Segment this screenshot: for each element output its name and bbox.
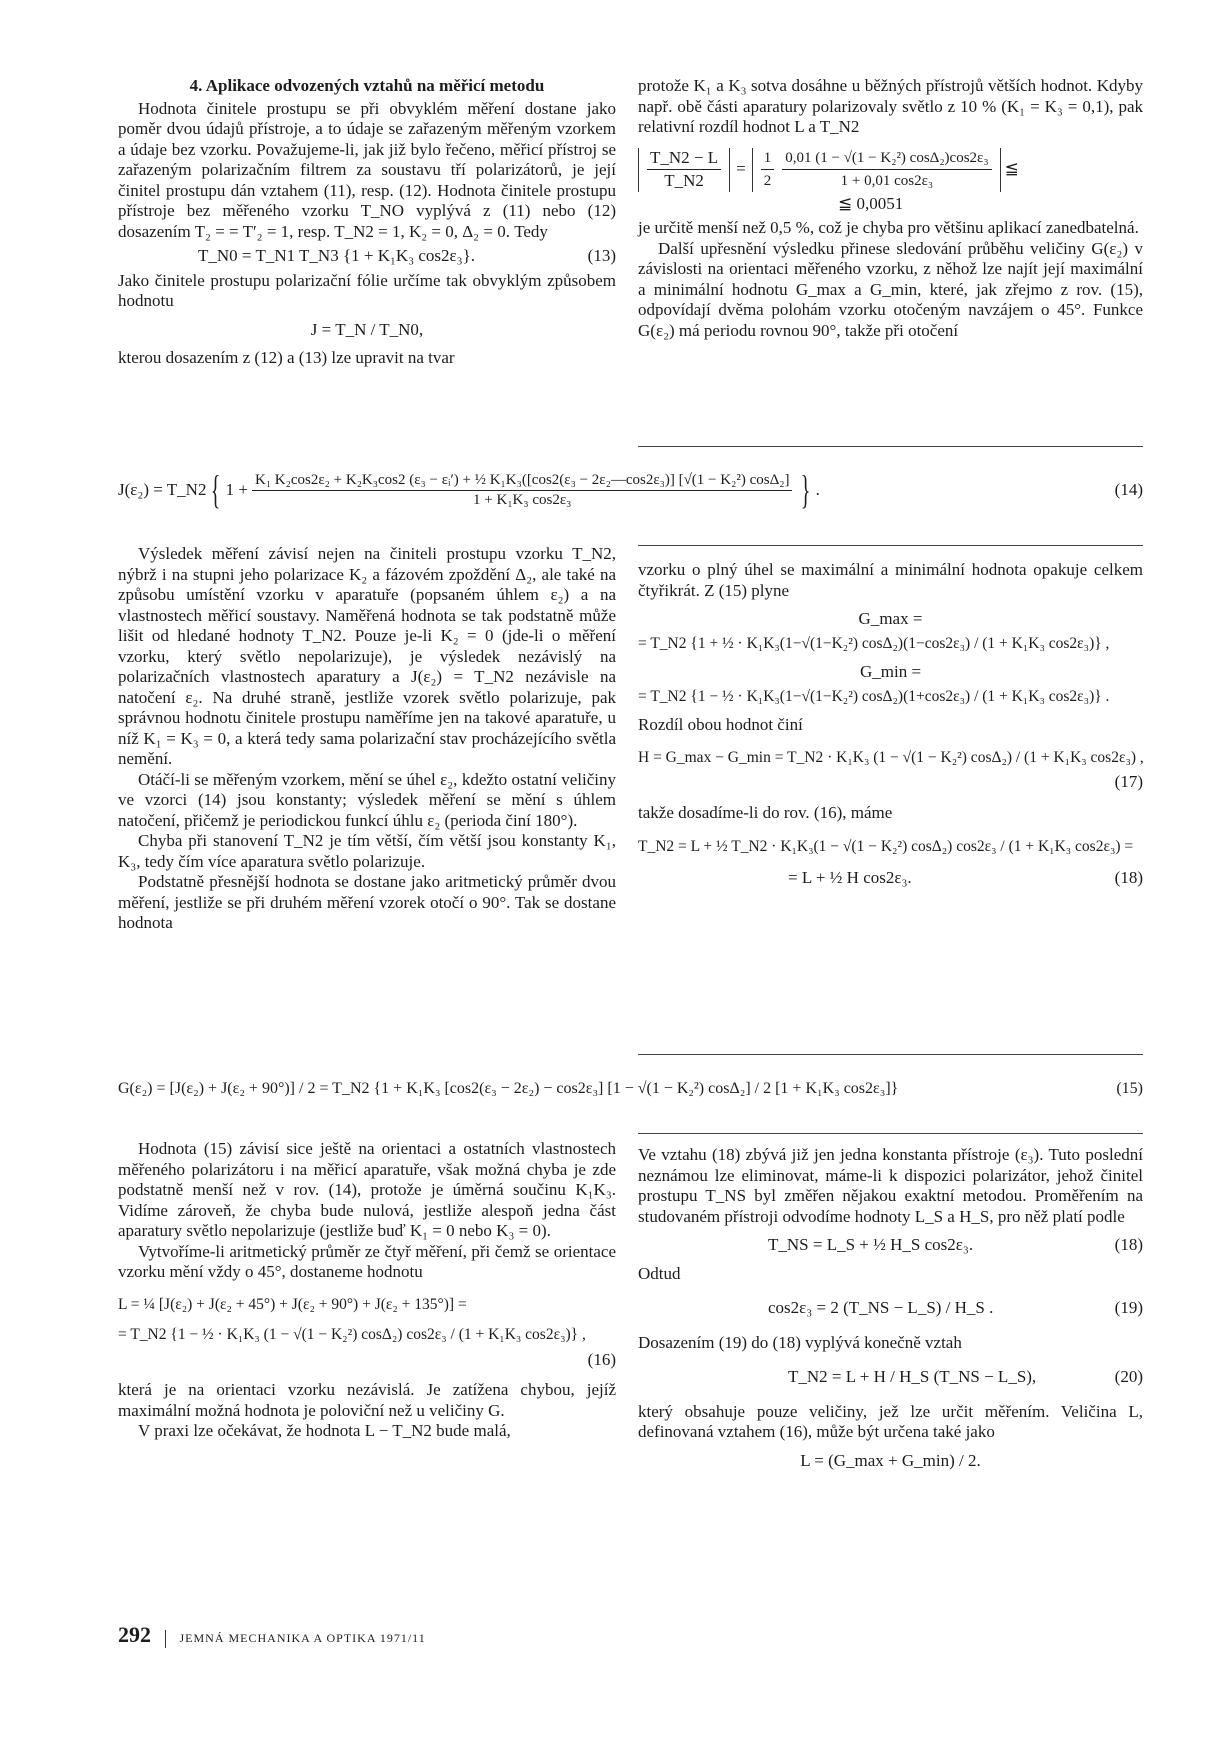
abs-rhs bbox=[752, 148, 1001, 192]
paragraph: kterou dosazením z (12) a (13) lze upravit na tvar bbox=[118, 348, 455, 367]
equation-14: J(ε₂) = T_N2 { 1 + K₁ K₂cos2ε₂ + K₂K₃cos2 (ε₃ − εᵢ′) + ½ K₁K₃([cos2(ε₃ − 2ε₂—cos2ε₃)] [√(1 − K₂²) cosΔ₂] 1 + K₁K₃ cos2ε₃ } . (14) bbox=[118, 467, 1143, 512]
left-column-bottom bbox=[118, 1139, 616, 1442]
paragraph: takže dosadíme-li do rov. (16), máme bbox=[638, 802, 893, 822]
equation-13 bbox=[118, 246, 616, 267]
inequality-bound: ≦ 0,0051 bbox=[838, 193, 904, 213]
fraction: $\frac{1}{2}$ bbox=[761, 148, 775, 192]
equation-15: G(ε₂) = [J(ε₂) + J(ε₂ + 90°)] / 2 = T_N2 {1 + K₁K₃ [cos2(ε₃ − 2ε₂) − cos2ε₃] [1 − √(1 − K₂²) cosΔ₂] / 2 [1 + K₁K₃ cos2ε₃]} (15) bbox=[118, 1080, 1143, 1097]
equation-19: cos2ε₃ = 2 (T_NS − L_S) / H_S . (19) bbox=[768, 1298, 1143, 1317]
divider bbox=[638, 1054, 1143, 1055]
fraction: $\frac{\text{0,01 (1 − √(1 − K₂²) cosΔ₂)cos2ε₃}}{\text{1 + 0,01 cos2ε₃}}$ bbox=[782, 148, 991, 192]
equation-17: H = G_max − G_min = T_N2 · K₁K₃ (1 − √(1 − K₂²) cosΔ₂) / (1 + K₁K₃ cos2ε₃) , bbox=[638, 748, 1144, 766]
page-footer bbox=[118, 1622, 426, 1648]
fraction: K₁ K₂cos2ε₂ + K₂K₃cos2 (ε₃ − εᵢ′) + ½ K₁K₃([cos2(ε₃ − 2ε₂—cos2ε₃)] [√(1 − K₂²) cosΔ₂] 1 + K₁K₃ cos2ε₃ bbox=[252, 472, 792, 509]
paragraph: Další upřesnění výsledku přinese sledování průběhu veličiny G(ε₂) v závislosti na orientaci měřeného vzorku, z něhož lze najít její maximální a minimální hodnotu G_max a G_min, které, jak zřejmo z rov. (15), odpovídají dvěma polohám vzorku otočeným navzájem o 45°. Funkce G(ε₂) má periodu rovnou 90°, takže při otočení bbox=[638, 238, 1143, 340]
paragraph: Otáčí-li se měřeným vzorkem, mění se úhel ε₂, kdežto ostatní veličiny ve vzorci (14) jsou konstanty; výsledek měření se mění s úhlem natočení, přičemž je periodickou funkcí úhlu ε₂ (perioda činí 180°). bbox=[118, 769, 616, 830]
paragraph: Odtud bbox=[638, 1263, 681, 1283]
paragraph: Rozdíl obou hodnot činí bbox=[638, 715, 803, 734]
journal-name: JEMNÁ MECHANIKA A OPTIKA 1971/11 bbox=[179, 1631, 426, 1645]
equation-16a: L = ¼ [J(ε₂) + J(ε₂ + 45°) + J(ε₂ + 90°) + J(ε₂ + 135°)] = bbox=[118, 1295, 467, 1313]
paragraph: Ve vztahu (18) zbývá již jen jedna konstanta přístroje (ε₃). Tuto poslední neznámou lze eliminovat, máme-li k dispozici polarizátor, jehož činitel prostupu T_NS byl změřen nějakou exaktní metodou. Proměřením na studovaném přístroji odvodíme hodnoty L_S a H_S, pro něž platí podle bbox=[638, 1145, 1143, 1226]
equation-J bbox=[118, 320, 616, 341]
paragraph: je určitě menší než 0,5 %, což je chyba pro většinu aplikací zanedbatelná. bbox=[638, 218, 1139, 237]
paragraph: Dosazením (19) do (18) vyplývá konečně vztah bbox=[638, 1332, 962, 1352]
right-column-bottom bbox=[638, 1145, 1143, 1479]
gmin-label: G_min = bbox=[859, 662, 922, 681]
equation-number: (20) bbox=[1114, 1367, 1143, 1386]
abs-lhs bbox=[638, 148, 730, 192]
equation-18s: T_NS = L_S + ½ H_S cos2ε₃. (18) bbox=[768, 1235, 1143, 1254]
equation-16b: = T_N2 {1 − ½ · K₁K₃ (1 − √(1 − K₂²) cosΔ₂) cos2ε₃ / (1 + K₁K₃ cos2ε₃)} , bbox=[118, 1326, 586, 1343]
equation-number: (13) bbox=[587, 246, 616, 265]
divider bbox=[638, 545, 1143, 546]
paragraph: který obsahuje pouze veličiny, jež lze určit měřením. Veličina L, definovaná vztahem (16), může být určena také jako bbox=[638, 1401, 1143, 1441]
section-heading: 4. Aplikace odvozených vztahů na měřicí metodu bbox=[189, 76, 545, 95]
equation-number: (15) bbox=[1116, 1080, 1143, 1097]
right-column-top bbox=[638, 76, 1143, 341]
paragraph: Podstatně přesnější hodnota se dostane jako aritmetický průměr dvou měření, jestliže se při druhém měření vzorek otočí o 90°. Tak se dostane hodnota bbox=[118, 872, 616, 932]
paragraph: která je na orientaci vzorku nezávislá. Je zatížena chybou, jejíž maximální možná hodnota je poloviční než u veličiny G. bbox=[118, 1380, 616, 1420]
paragraph: Hodnota (15) závisí sice ještě na orientaci a ostatních vlastnostech měřeného polarizátoru i na měřicí aparatuře, však možná chyba je zde podstatně menší než v rov. (14), protože je úměrná součinu K₁K₃. Vidíme zároveň, že chyba bude nulová, jestliže alespoň jedna část aparatury světlo nepolarizuje (jestliže buď K₁ = 0 nebo K₃ = 0). bbox=[118, 1139, 616, 1240]
gmax-label: G_max = bbox=[858, 609, 923, 628]
paragraph: Hodnota činitele prostupu se při obvyklém měření dostane jako poměr dvou údajů přístroje, a to údaje se zařazeným měřeným vzorkem a údaje bez vzorku. Považujeme-li, jak již bylo řečeno, měřicí přístroj se zařazeným polarizačním filtrem za soustavu tří polarizátorů, je její činitel prostupu dán vztahem (11), resp. (12). Hodnota činitele prostupu přístroje bez měřeného vzorku T_NO vyplývá z (11) nebo (12) dosazením T₂ = = T′₂ = 1, resp. T_N2 = 1, K₂ = 0, Δ₂ = 0. Tedy bbox=[118, 98, 616, 241]
equation-number: (17) bbox=[1114, 772, 1143, 791]
gmax-equation: = T_N2 {1 + ½ · K₁K₃(1−√(1−K₂²) cosΔ₂)(1−cos2ε₃) / (1 + K₁K₃ cos2ε₃)} , bbox=[638, 634, 1110, 652]
equation-18a: T_N2 = L + ½ T_N2 · K₁K₃(1 − √(1 − K₂²) cosΔ₂) cos2ε₃ / (1 + K₁K₃ cos2ε₃) = bbox=[638, 838, 1134, 855]
equation-text: J = T_N / T_N0, bbox=[310, 319, 424, 339]
divider bbox=[638, 1133, 1143, 1134]
equation-18b: = L + ½ H cos2ε₃. (18) bbox=[788, 867, 1143, 887]
equation-L: L = (G_max + G_min) / 2. bbox=[800, 1450, 981, 1470]
page-number: 292 bbox=[118, 1622, 151, 1647]
equation-20: T_N2 = L + H / H_S (T_NS − L_S), (20) bbox=[788, 1367, 1143, 1386]
equation-number: (18) bbox=[1114, 867, 1143, 887]
footer-separator bbox=[165, 1630, 166, 1648]
paragraph: Jako činitele prostupu polarizační fólie určíme tak obvyklým způsobem hodnotu bbox=[118, 270, 616, 310]
equation-text: T_N0 = T_N1 T_N3 {1 + K₁K₃ cos2ε₃}. bbox=[198, 246, 475, 265]
paragraph: V praxi lze očekávat, že hodnota L − T_N2 bude malá, bbox=[138, 1421, 511, 1440]
fraction: $\frac{T\_N2 - L}{T\_N2}$ bbox=[647, 148, 721, 192]
equation-number: (16) bbox=[587, 1349, 616, 1369]
paragraph: Výsledek měření závisí nejen na činiteli prostupu vzorku T_N2, nýbrž i na stupni jeho polarizace K₂ a fázovém zpoždění Δ₂, ale také na způsobu umístění vzorku v aparatuře (popsaném úhlem ε₂) a na vlastnostech měřicí soustavy. Naměřená hodnota se tak podstatně může lišit od hledané hodnoty T_N2. Pouze je-li K₂ = 0 (jde-li o měření vzorku, který světlo nepolarizuje), je výsledek nezávislý na polarizačních vlastnostech aparatury a J(ε₂) = T_N2 nezávisle na natočení ε₂. Na druhé straně, jestliže vzorek světlo polarizuje, pak správnou hodnotu činitele prostupu naměříme jen na takové aparatuře, u níž K₁ = K₃ = 0, a která tedy sama polarizační stav procházejícího světla nemění. bbox=[118, 544, 616, 768]
paragraph: protože K₁ a K₃ sotva dosáhne u běžných přístrojů větších hodnot. Kdyby např. obě části aparatury polarizovaly světlo z 10 % (K₁ = K₃ = 0,1), pak relativní rozdíl hodnot L a T_N2 bbox=[638, 76, 1143, 136]
gmin-equation: = T_N2 {1 − ½ · K₁K₃(1−√(1−K₂²) cosΔ₂)(1+cos2ε₃) / (1 + K₁K₃ cos2ε₃)} . bbox=[638, 687, 1110, 705]
equation-number: (19) bbox=[1114, 1298, 1143, 1317]
equation-number: (18) bbox=[1114, 1235, 1143, 1254]
paragraph: Vytvoříme-li aritmetický průměr ze čtyř měření, při čemž se orientace vzorku mění vždy o 45°, dostaneme hodnotu bbox=[118, 1241, 616, 1281]
paragraph: vzorku o plný úhel se maximální a minimální hodnota opakuje celkem čtyřikrát. Z (15) plyne bbox=[638, 560, 1143, 600]
left-column-top bbox=[118, 76, 616, 369]
right-column-middle bbox=[638, 560, 1143, 892]
paragraph: Chyba při stanovení T_N2 je tím větší, čím větší jsou konstanty K₁, K₃, tedy čím více aparatura světlo polarizuje. bbox=[118, 831, 616, 871]
equation-number: (14) bbox=[1114, 480, 1143, 499]
divider bbox=[638, 446, 1143, 447]
left-column-middle bbox=[118, 544, 616, 934]
inequality: $\frac{T\_N2 - L}{T\_N2}$ = $\frac{1}{2}$ $\frac{\text{0,01 (1 − √(1 − K₂²) cosΔ₂)cos2ε₃}}{\text{1 + 0,01 cos2ε₃}}$ ≦ bbox=[638, 148, 1143, 192]
